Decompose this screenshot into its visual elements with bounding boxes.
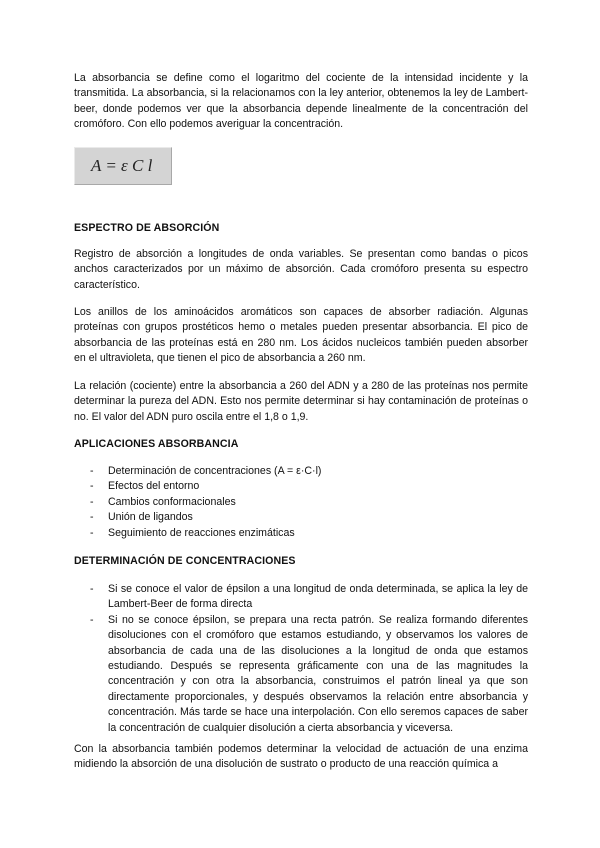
espectro-paragraph-2: Los anillos de los aminoácidos aromáticos son capaces de absorber radiación. Algunas proteínas con grupos prostéticos hemo o metales pueden presentar absorbancia. El pico de absorbancia de las proteínas está en 280 nm. Los ácidos nucleicos también pueden absorber en el ultravioleta, que tienen el pico de absorbancia a 260 nm. xyxy=(74,306,528,365)
closing-paragraph: Con la absorbancia también podemos determinar la velocidad de actuación de una enzima midiendo la absorción de una disolución de sustrato o producto de una reacción química a xyxy=(74,743,528,771)
dash-bullet: - xyxy=(90,613,94,626)
intro-paragraph: La absorbancia se define como el logaritmo del cociente de la intensidad incidente y la transmitida. La absorbancia, si la relacionamos con la ley anterior, obtenemos la ley de Lambert-beer, donde podemos ver que la absorbancia depende linealmente de la concentración del cromóforo. Con ello podemos averiguar la concentración. xyxy=(74,72,528,131)
heading-determinacion: DETERMINACIÓN DE CONCENTRACIONES xyxy=(74,555,296,567)
lambert-beer-formula: A = ε C l xyxy=(91,156,153,175)
list-item xyxy=(90,510,528,525)
list-item xyxy=(90,464,528,479)
heading-espectro: ESPECTRO DE ABSORCIÓN xyxy=(74,222,220,234)
formula-image xyxy=(74,147,172,185)
list-item xyxy=(90,582,528,613)
heading-aplicaciones: APLICACIONES ABSORBANCIA xyxy=(74,438,239,450)
list-item-text: Si no se conoce épsilon, se prepara una recta patrón. Se realiza formando diferentes disoluciones con el cromóforo que estamos estudiando, y observamos los valores de absorbancia de cada una de las disoluciones a la longitud de onda que estamos estudiando. Después se representa gráficamente con una de las magnitudes la concentración y con otra la absorbancia, construimos el patrón lineal ya que son directamente proporcionales, y después observamos la relación entre absorbancia y concentración. Más tarde se hace una interpolación. Con ello seremos capaces de saber la concentración de cualquier disolución a cierta absorbancia y viceversa. xyxy=(108,613,528,734)
list-item xyxy=(90,526,528,541)
list-item xyxy=(90,479,528,494)
dash-bullet: - xyxy=(90,511,94,524)
espectro-paragraph-1: Registro de absorción a longitudes de onda variables. Se presentan como bandas o picos anchos caracterizados por un máximo de absorción. Cada cromóforo presenta su espectro característico. xyxy=(74,248,528,291)
dash-bullet: - xyxy=(90,526,94,539)
list-item-text: Unión de ligandos xyxy=(108,511,193,524)
dash-bullet: - xyxy=(90,495,94,508)
list-item-text: Seguimiento de reacciones enzimáticas xyxy=(108,526,295,539)
list-item-text: Determinación de concentraciones (A = ε·C·l) xyxy=(108,465,322,477)
dash-bullet: - xyxy=(90,583,94,595)
list-item-text: Cambios conformacionales xyxy=(108,495,236,508)
list-item-text: Efectos del entorno xyxy=(108,480,200,493)
dash-bullet: - xyxy=(90,480,94,493)
list-item-text: Si se conoce el valor de épsilon a una longitud de onda determinada, se aplica la ley de Lambert-Beer de forma directa xyxy=(108,583,528,611)
dash-bullet: - xyxy=(90,465,94,477)
aplicaciones-list xyxy=(90,464,528,541)
determinacion-list xyxy=(90,582,528,736)
espectro-paragraph-3: La relación (cociente) entre la absorbancia a 260 del ADN y a 280 de las proteínas nos permite determinar la pureza del ADN. Esto nos permite determinar si hay contaminación de proteínas o no. El valor del ADN puro oscila entre el 1,8 o 1,9. xyxy=(74,380,528,423)
list-item xyxy=(90,495,528,510)
list-item xyxy=(90,613,528,736)
